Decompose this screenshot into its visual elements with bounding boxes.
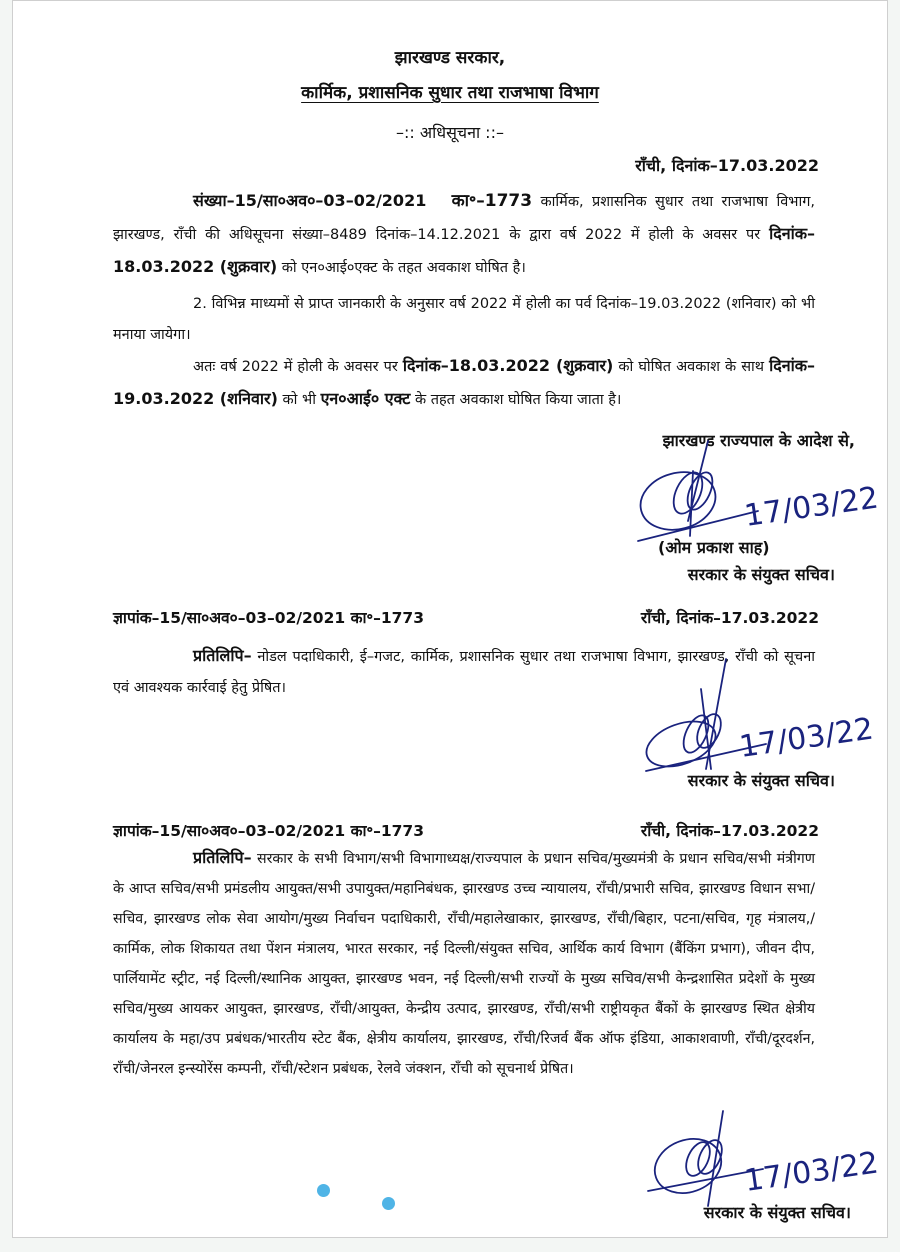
copy2-text: सरकार के सभी विभाग/सभी विभागाध्यक्ष/राज्यपाल के प्रधान सचिव/मुख्यमंत्री के प्रधान सचिव/सभी मंत्रीगण के आप्त सचिव/सभी प्रमंडलीय आयुक्त/सभी उपायुक्त/महानिबंधक, झारखण्ड उच्च न्यायालय, राँची/प्रभारी सचिव, झारखण्ड विधान सभा/सचिव, झारखण्ड लोक सेवा आयोग/मुख्य निर्वाचन पदाधिकारी, राँची/महालेखाकार, झारखण्ड, राँची/बिहार, पटना/सचिव, गृह मंत्रालय,/कार्मिक, लोक शिकायत तथा पेंशन मंत्रालय, भारत सरकार, नई दिल्ली/संयुक्त सचिव, आर्थिक कार्य विभाग (बैंकिंग प्रभाग), जीवन दीप, पार्लियामेंट स्ट्रीट, नई दिल्ली/स्थानिक आयुक्त, झारखण्ड भवन, नई दिल्ली/सभी राज्यों के मुख्य सचिव/सभी केन्द्रशासित प्रदेशों के मुख्य सचिव/मुख्य आयकर आयुक्त, झारखण्ड, राँची/आयुक्त, केन्द्रीय उत्पाद, झारखण्ड, राँची/सभी राष्ट्रीयकृत बैंकों के झारखण्ड स्थित क्षेत्रीय कार्यालय के महा/उप प्रबंधक/भारतीय स्टेट बैंक, क्षेत्रीय कार्यालय, झारखण्ड, राँची/रिजर्व बैंक ऑफ इंडिया, आकाशवाणी, राँची/दूरदर्शन, राँची/जेनरल इन्स्योरेंस कम्पनी, राँची/स्टेशन प्रबंधक, रेलवे जंक्शन, राँची को सूचनार्थ प्रेषित।: [113, 851, 815, 1077]
signatory-name: (ओम प्रकाश साह): [658, 538, 770, 557]
signature-date-2: 17/03/22: [737, 711, 876, 765]
notification-paragraph-3: [113, 350, 815, 416]
document-page: [12, 0, 888, 1238]
signatory-title-2: सरकार के संयुक्त सचिव।: [687, 771, 835, 790]
signature-loop: [640, 713, 721, 775]
para1-date: दिनांक–18.03.2022 (शुक्रवार): [113, 224, 816, 276]
notice-date: राँची, दिनांक–17.03.2022: [635, 156, 819, 175]
marker-dot: [382, 1197, 395, 1210]
signature-date-3: 17/03/22: [742, 1145, 881, 1199]
copy1-memo-number: ज्ञापांक–15/सा०अव०–03–02/2021 का॰–1773: [113, 609, 424, 627]
copy2-label: प्रतिलिपि–: [193, 848, 252, 867]
copy1-label: प्रतिलिपि–: [193, 646, 252, 665]
para2-text: 2. विभिन्न माध्यमों से प्राप्त जानकारी के अनुसार वर्ष 2022 में होली का पर्व दिनांक–19.03.2022 (शनिवार) को भी मनाया जायेगा।: [113, 296, 815, 343]
signature-2: [641, 659, 900, 774]
marker-dot: [317, 1184, 330, 1197]
notification-paragraph-1: [113, 185, 815, 284]
para3-act: एन०आई० एक्ट: [320, 389, 411, 408]
order-line: झारखण्ड राज्यपाल के आदेश से,: [662, 431, 855, 450]
copy1-date: राँची, दिनांक–17.03.2022: [640, 609, 819, 627]
para3-text-c: को भी: [282, 392, 316, 408]
para3-text-d: के तहत अवकाश घोषित किया जाता है।: [414, 392, 622, 408]
notice-title: –:: अधिसूचना ::–: [396, 123, 504, 142]
para3-text-b: को घोषित अवकाश के साथ: [618, 359, 765, 375]
signature-3: [648, 1111, 900, 1211]
signature-date-1: 17/03/22: [742, 480, 881, 534]
para3-date-2: दिनांक–19.03.2022 (शनिवार): [113, 356, 816, 408]
reference-number: संख्या–15/सा०अव०–03–02/2021: [193, 191, 427, 210]
copy2-date: राँची, दिनांक–17.03.2022: [640, 822, 819, 840]
signature-loop: [634, 464, 722, 538]
notification-paragraph-2: [113, 289, 815, 351]
ka-number: का॰–1773: [451, 191, 533, 211]
copy2-memo-number: ज्ञापांक–15/सा०अव०–03–02/2021 का॰–1773: [113, 822, 424, 840]
signature-1: [638, 441, 900, 551]
copy1-text: नोडल पदाधिकारी, ई–गजट, कार्मिक, प्रशासनिक सुधार तथा राजभाषा विभाग, झारखण्ड, राँची को सूचना एवं आवश्यक कार्रवाई हेतु प्रेषित।: [113, 649, 815, 696]
para1-text-a: कार्मिक, प्रशासनिक सुधार तथा राजभाषा विभाग, झारखण्ड, राँची की अधिसूचना संख्या–8489 दिनांक–14.12.2021 के द्वारा वर्ष 2022 में होली के अवसर पर: [113, 194, 816, 243]
government-heading: झारखण्ड सरकार,: [394, 48, 506, 68]
para3-date-1: दिनांक–18.03.2022 (शुक्रवार): [402, 356, 614, 375]
signatory-title-1: सरकार के संयुक्त सचिव।: [687, 565, 835, 584]
para1-text-b: को एन०आई०एक्ट के तहत अवकाश घोषित है।: [281, 260, 526, 276]
department-heading: [13, 80, 887, 103]
copy2-paragraph: [113, 843, 815, 1084]
para3-text-a: अतः वर्ष 2022 में होली के अवसर पर: [193, 359, 398, 375]
department-name: कार्मिक, प्रशासनिक सुधार तथा राजभाषा विभाग: [301, 83, 599, 103]
signatory-title-3: सरकार के संयुक्त सचिव।: [703, 1203, 851, 1222]
